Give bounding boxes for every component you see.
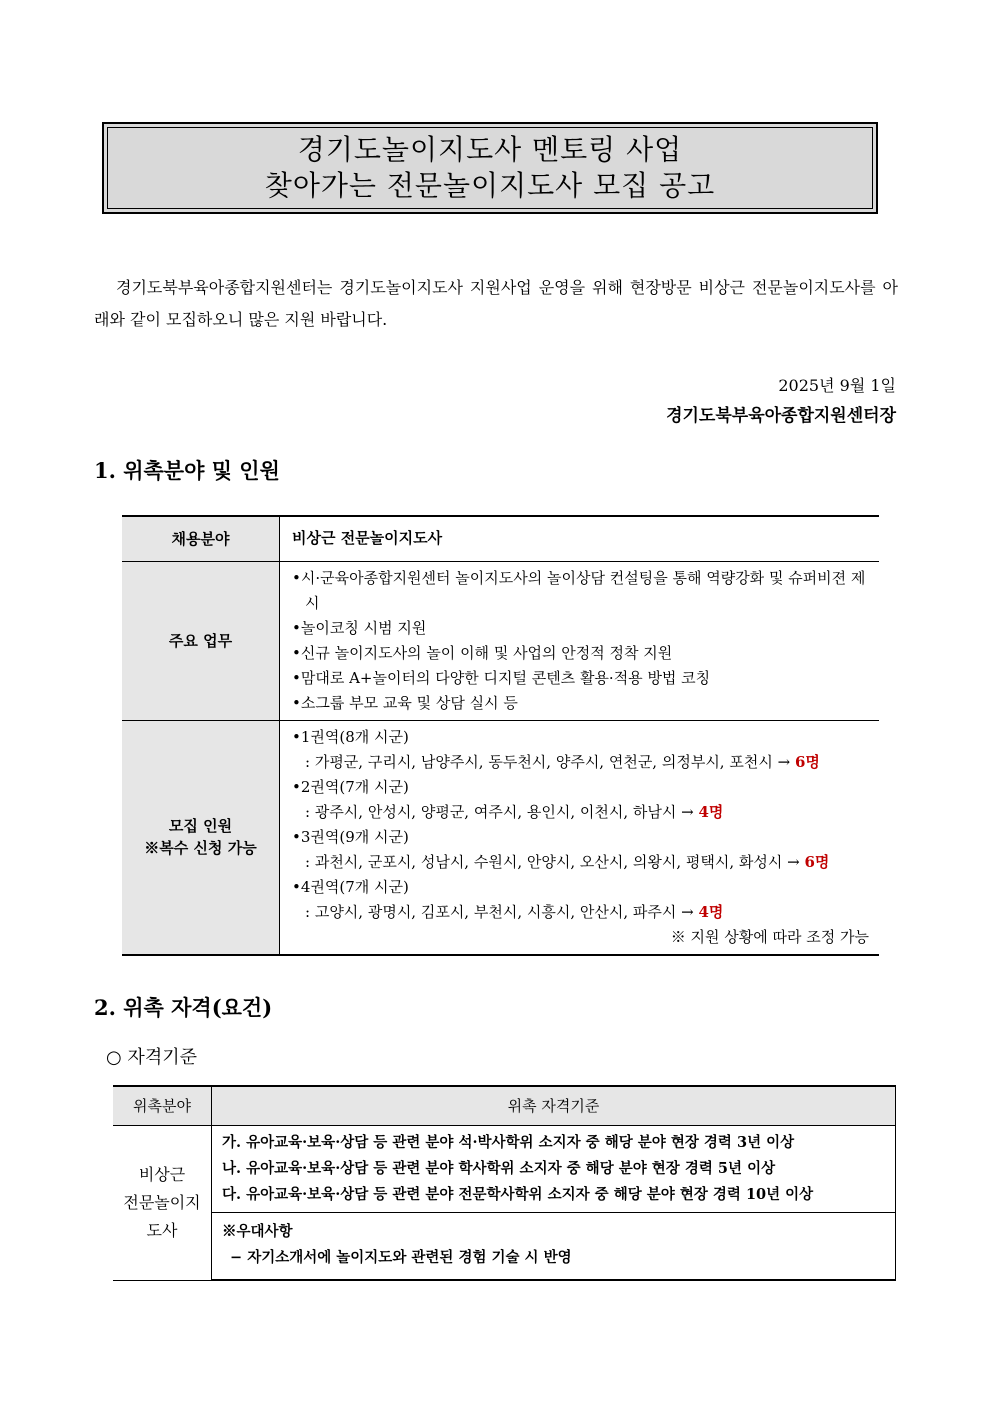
criteria-cell <box>212 1126 896 1213</box>
bullet-glyph: • <box>292 643 301 662</box>
region-count: 4명 <box>698 902 724 921</box>
cities-text: 과천시, 군포시, 성남시, 수원시, 안양시, 오산시, 의왕시, 평택시, 화성시 <box>314 852 783 871</box>
bullet-glyph: • <box>292 827 301 846</box>
bullet-glyph: • <box>292 568 301 587</box>
col-header-criteria: 위촉 자격기준 <box>212 1086 896 1126</box>
region-count: 6명 <box>794 752 820 771</box>
title-box <box>102 122 878 214</box>
duty-text: 놀이코칭 시범 지원 <box>300 618 427 637</box>
duty-item <box>292 691 869 716</box>
field-label: 채용분야 <box>122 516 280 561</box>
recruitment-table <box>122 515 879 956</box>
bullet-glyph: • <box>292 668 301 687</box>
preference-title: ※우대사항 <box>222 1223 293 1240</box>
table-row <box>113 1213 896 1281</box>
category-line: 도사 <box>146 1220 178 1240</box>
regions-list <box>280 720 880 955</box>
criteria-subheading: ○ 자격기준 <box>106 1047 197 1068</box>
cities-text: 고양시, 광명시, 김포시, 부천시, 시흥시, 안산시, 파주시 <box>314 902 677 921</box>
region-name <box>292 825 869 850</box>
region-cities: : 광주시, 안성시, 양평군, 여주시, 용인시, 이천시, 하남시 → 4명 <box>305 802 724 821</box>
arrow-glyph: → <box>787 852 800 871</box>
section1-heading: 1. 위촉분야 및 인원 <box>94 458 280 483</box>
criterion-item: 가. 유아교육·보육·상담 등 관련 분야 석·박사학위 소지자 중 해당 분야 현장 경력 3년 이상 <box>222 1134 795 1151</box>
duty-text: 맘대로 A+놀이터의 다양한 디지털 콘텐츠 활용·적용 방법 코칭 <box>300 668 711 687</box>
criterion-item: 다. 유아교육·보육·상담 등 관련 분야 전문학사학위 소지자 중 해당 분야 현장 경력 10년 이상 <box>222 1186 814 1203</box>
region-cities: : 과천시, 군포시, 성남시, 수원시, 안양시, 오산시, 의왕시, 평택시, 화성시 → 6명 <box>305 852 830 871</box>
arrow-glyph: → <box>777 752 791 771</box>
duty-text: 신규 놀이지도사의 놀이 이해 및 사업의 안정적 정착 지원 <box>300 643 673 662</box>
cities-text: 광주시, 안성시, 양평군, 여주시, 용인시, 이천시, 하남시 <box>314 802 677 821</box>
cities-text: 가평군, 구리시, 남양주시, 동두천시, 양주시, 연천군, 의정부시, 포천시 <box>314 752 773 771</box>
bullet-glyph: • <box>292 727 301 746</box>
region-name <box>292 775 869 800</box>
recruit-label: 모집 인원 <box>168 817 233 835</box>
category-line: 전문놀이지 <box>123 1192 201 1212</box>
announcement-signer: 경기도북부육아종합지원센터장 <box>666 406 896 426</box>
region-title: 2권역(7개 시군) <box>300 777 409 796</box>
table-row <box>122 561 879 720</box>
bullet-glyph: • <box>292 777 301 796</box>
title-inner-border <box>107 127 873 209</box>
table-row <box>122 720 879 955</box>
intro-paragraph: 경기도북부육아종합지원센터는 경기도놀이지도사 지원사업 운영을 위해 현장방문 비상근 전문놀이지도사를 아래와 같이 모집하오니 많은 지원 바랍니다. <box>94 278 898 329</box>
section2-heading: 2. 위촉 자격(요건) <box>94 995 273 1020</box>
adjustment-note: ※ 지원 상황에 따라 조정 가능 <box>670 927 869 946</box>
region-title: 1권역(8개 시군) <box>300 727 409 746</box>
field-value: 비상근 전문놀이지도사 <box>280 516 880 561</box>
title-line-1: 경기도놀이지도사 멘토링 사업 <box>297 133 683 166</box>
bullet-glyph: • <box>292 877 301 896</box>
duties-list <box>280 561 880 720</box>
duty-item <box>292 666 869 691</box>
col-header-field: 위촉분야 <box>113 1086 212 1126</box>
region-name <box>292 725 869 750</box>
region-name <box>292 875 869 900</box>
table-row <box>113 1126 896 1213</box>
category-cell <box>113 1126 212 1281</box>
duty-item <box>292 566 869 616</box>
criterion-item: 나. 유아교육·보육·상담 등 관련 분야 학사학위 소지자 중 해당 분야 현장 경력 5년 이상 <box>222 1160 776 1177</box>
region-title: 4권역(7개 시군) <box>300 877 409 896</box>
duty-text: 소그룹 부모 교육 및 상담 실시 등 <box>300 693 518 712</box>
table-row <box>122 516 879 561</box>
duty-item <box>292 641 869 666</box>
duty-item <box>292 616 869 641</box>
duty-text: 시·군육아종합지원센터 놀이지도사의 놀이상담 컨설팅을 통해 역량강화 및 슈퍼비젼 제시 <box>300 568 866 612</box>
preference-item: − 자기소개서에 놀이지도와 관련된 경험 기술 시 반영 <box>230 1249 572 1266</box>
preference-cell <box>212 1213 896 1281</box>
title-line-2: 찾아가는 전문놀이지도사 모집 공고 <box>264 169 716 202</box>
category-line: 비상근 <box>138 1164 186 1184</box>
table-header-row <box>113 1086 896 1126</box>
region-count: 4명 <box>698 802 724 821</box>
bullet-glyph: • <box>292 618 301 637</box>
region-title: 3권역(9개 시군) <box>300 827 409 846</box>
bullet-glyph: • <box>292 693 301 712</box>
duties-label: 주요 업무 <box>122 561 280 720</box>
arrow-glyph: → <box>681 902 694 921</box>
recruit-sublabel: ※복수 신청 가능 <box>144 839 257 857</box>
region-cities: : 가평군, 구리시, 남양주시, 동두천시, 양주시, 연천군, 의정부시, 포천시 → 6명 <box>305 752 820 771</box>
region-count: 6명 <box>804 852 830 871</box>
announcement-date: 2025년 9월 1일 <box>778 376 896 395</box>
arrow-glyph: → <box>681 802 694 821</box>
region-cities: : 고양시, 광명시, 김포시, 부천시, 시흥시, 안산시, 파주시 → 4명 <box>305 902 724 921</box>
qualification-table <box>113 1085 896 1281</box>
recruit-label-cell <box>122 720 280 955</box>
